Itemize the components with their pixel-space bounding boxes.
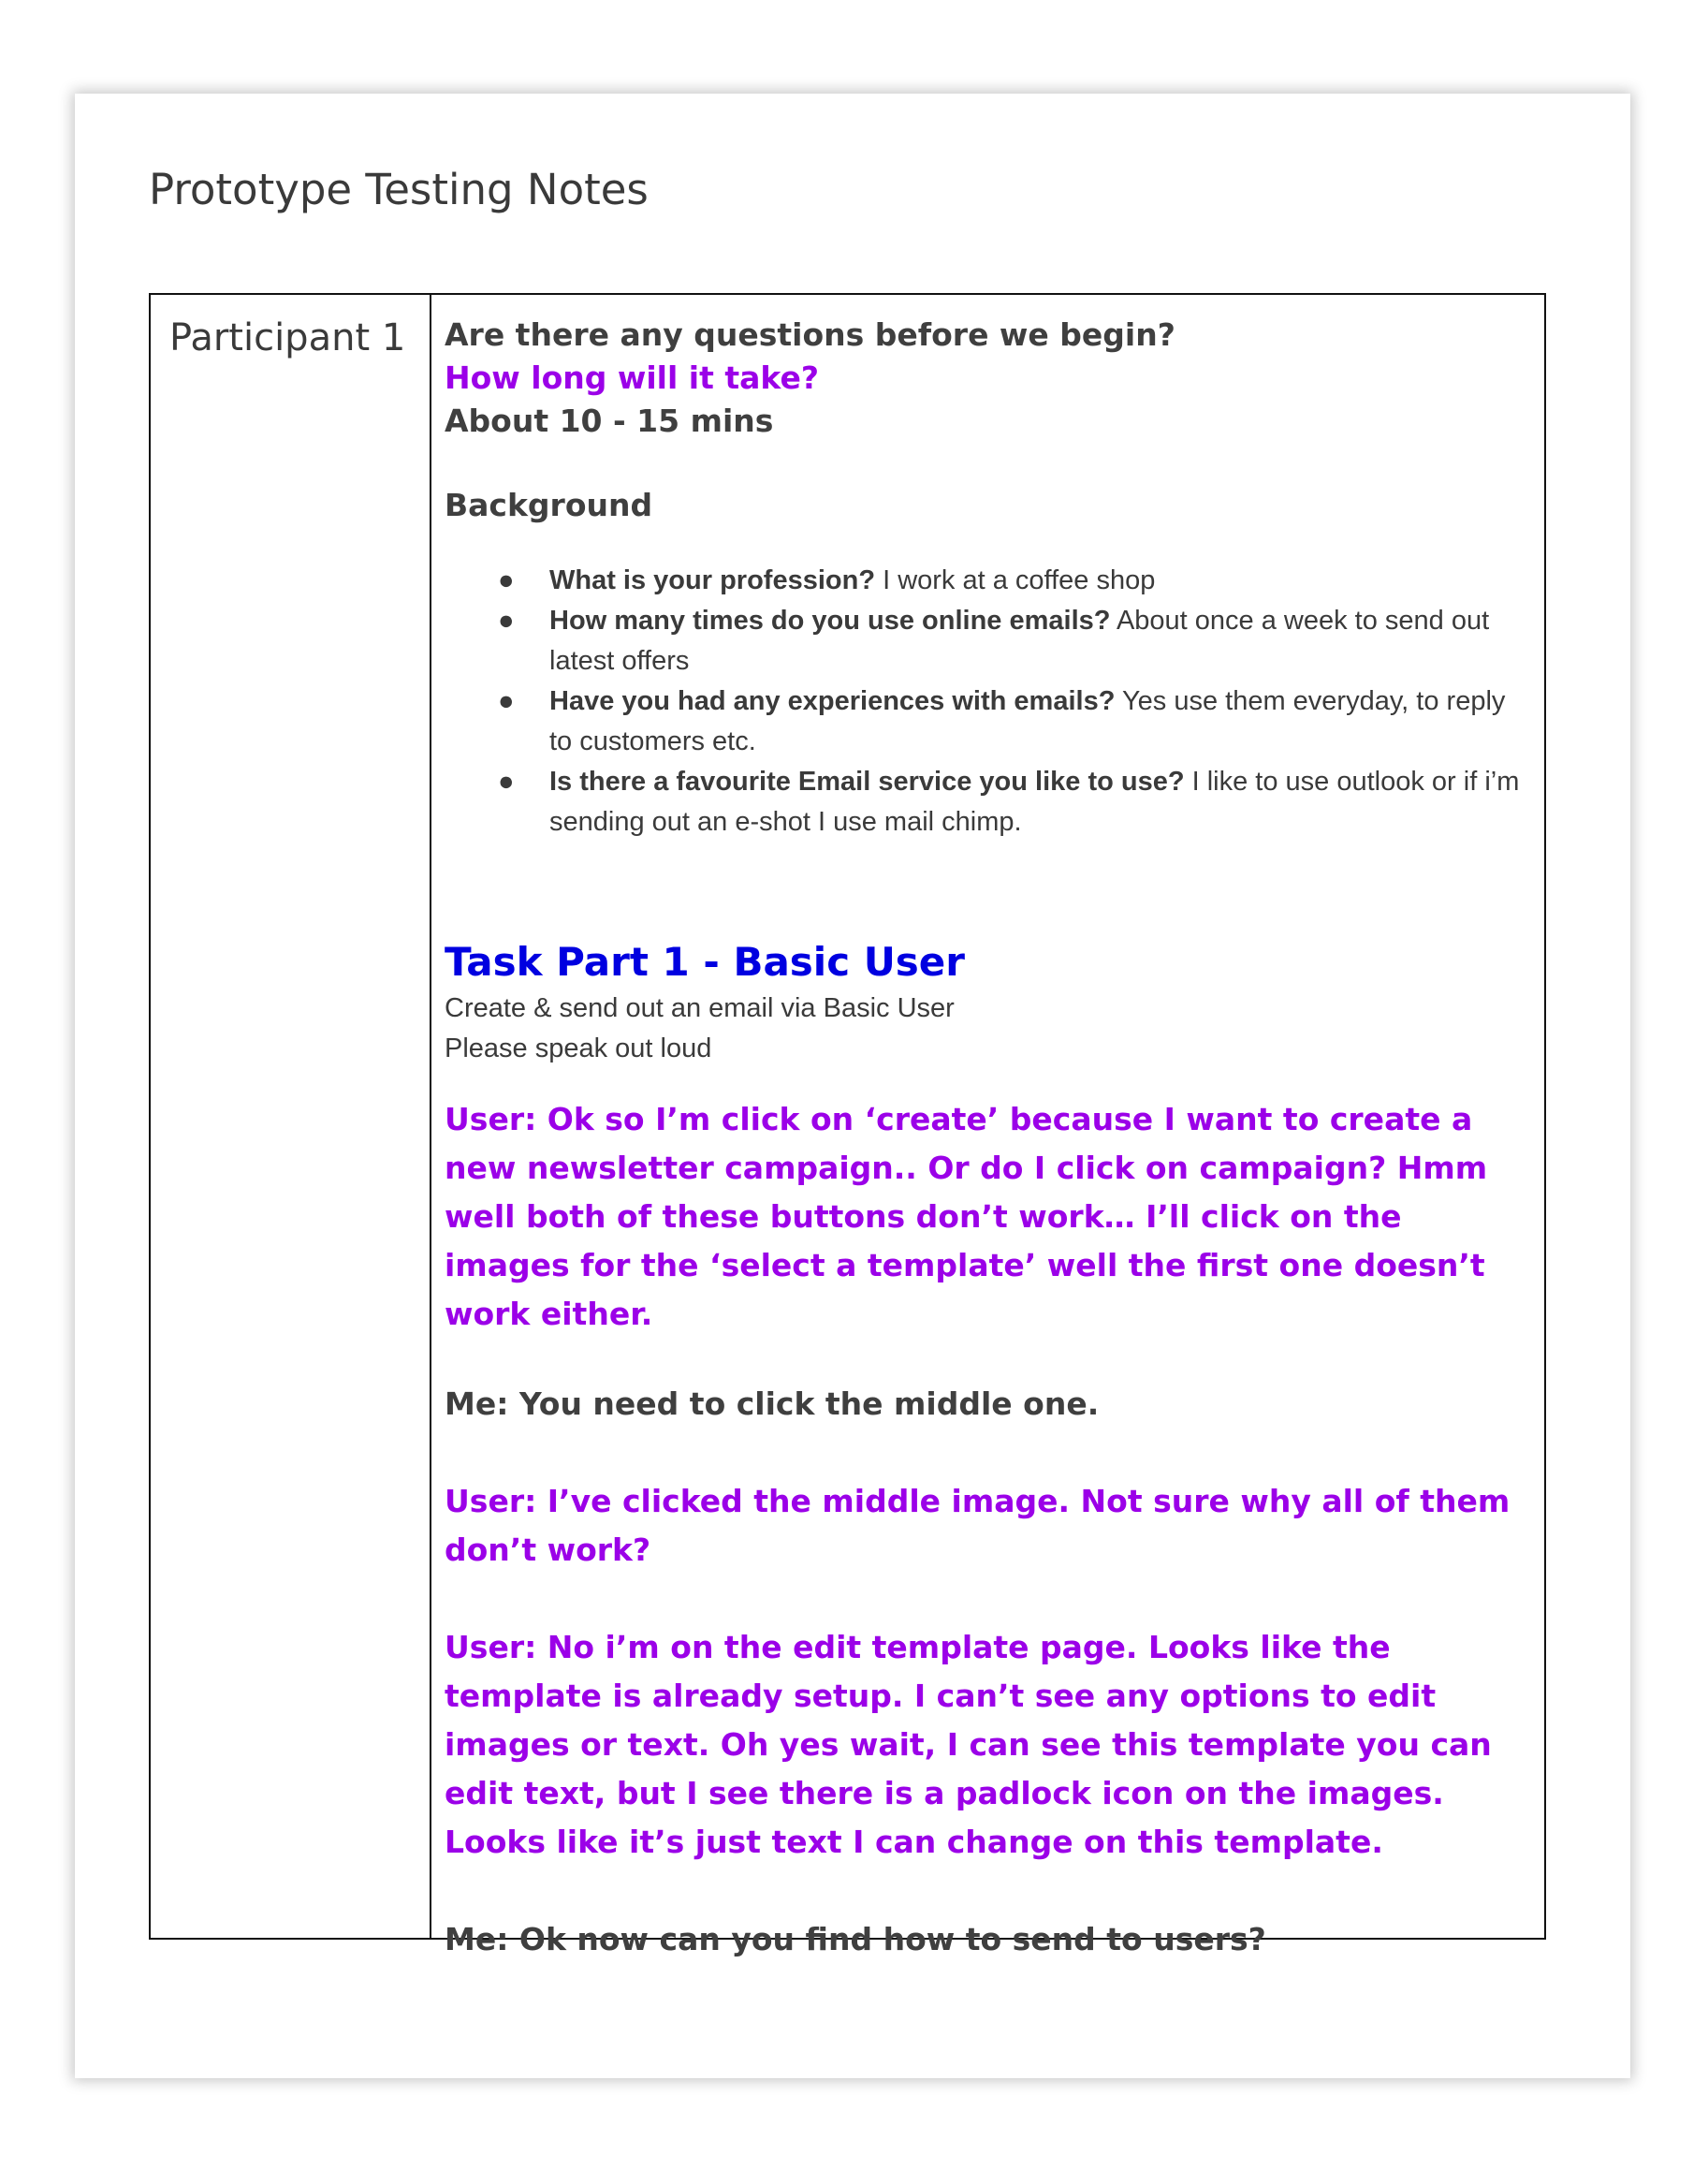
user-comment: User: No i’m on the edit template page. Looks like the template is already setup. I can’t see any options to edit images or text. Oh yes wait, I can see this template you can edit text, but I see there is a padlock icon on the images. Looks like it’s just text I can change on this template. — [445, 1629, 1492, 1860]
list-item — [498, 561, 1531, 601]
background-question: Is there a favourite Email service you like to use? — [549, 767, 1185, 797]
bullet-icon: ● — [498, 767, 515, 797]
participant-cell — [151, 295, 431, 1938]
background-answer: About once a week to send out latest offers — [549, 606, 1490, 676]
task-title: Task Part 1 - Basic User — [445, 939, 966, 985]
moderator-comment: Me: Ok now can you find how to send to users? — [445, 1921, 1266, 1957]
background-heading: Background — [445, 487, 653, 523]
notes-cell — [431, 295, 1544, 1957]
bullet-icon: ● — [498, 606, 515, 636]
bullet-icon: ● — [498, 565, 515, 595]
user-comment: User: I’ve clicked the middle image. Not sure why all of them don’t work? — [445, 1483, 1511, 1568]
list-item — [498, 762, 1531, 843]
background-question: What is your profession? — [549, 565, 876, 595]
list-item — [498, 601, 1531, 681]
participant-label: Participant 1 — [169, 316, 406, 359]
document-page — [75, 94, 1630, 2078]
task-instruction: Create & send out an email via Basic User — [445, 993, 955, 1023]
background-list — [445, 561, 1531, 843]
background-answer: Yes use them everyday, to reply to customers etc. — [549, 686, 1506, 756]
notes-table — [149, 293, 1546, 1957]
intro-answer: About 10 - 15 mins — [445, 403, 774, 439]
intro-user-reply: How long will it take? — [445, 359, 819, 396]
task-instruction: Please speak out loud — [445, 1033, 712, 1063]
intro-question: Are there any questions before we begin? — [445, 316, 1175, 353]
background-answer: I work at a coffee shop — [875, 565, 1156, 595]
bullet-icon: ● — [498, 686, 515, 716]
background-answer: I like to use outlook or if i’m sending out an e-shot I use mail chimp. — [549, 767, 1520, 837]
document-title: Prototype Testing Notes — [149, 165, 649, 214]
moderator-comment: Me: You need to click the middle one. — [445, 1385, 1100, 1422]
background-question: Have you had any experiences with emails? — [549, 686, 1116, 716]
list-item — [498, 681, 1531, 762]
user-comment: User: Ok so I’m click on ‘create’ because I want to create a new newsletter campaign.. Or do I click on campaign? Hmm well both of these buttons don’t work… I’ll click on the images for the ‘select a template’ well the first one doesn’t work either. — [445, 1101, 1488, 1332]
background-question: How many times do you use online emails? — [549, 606, 1111, 636]
